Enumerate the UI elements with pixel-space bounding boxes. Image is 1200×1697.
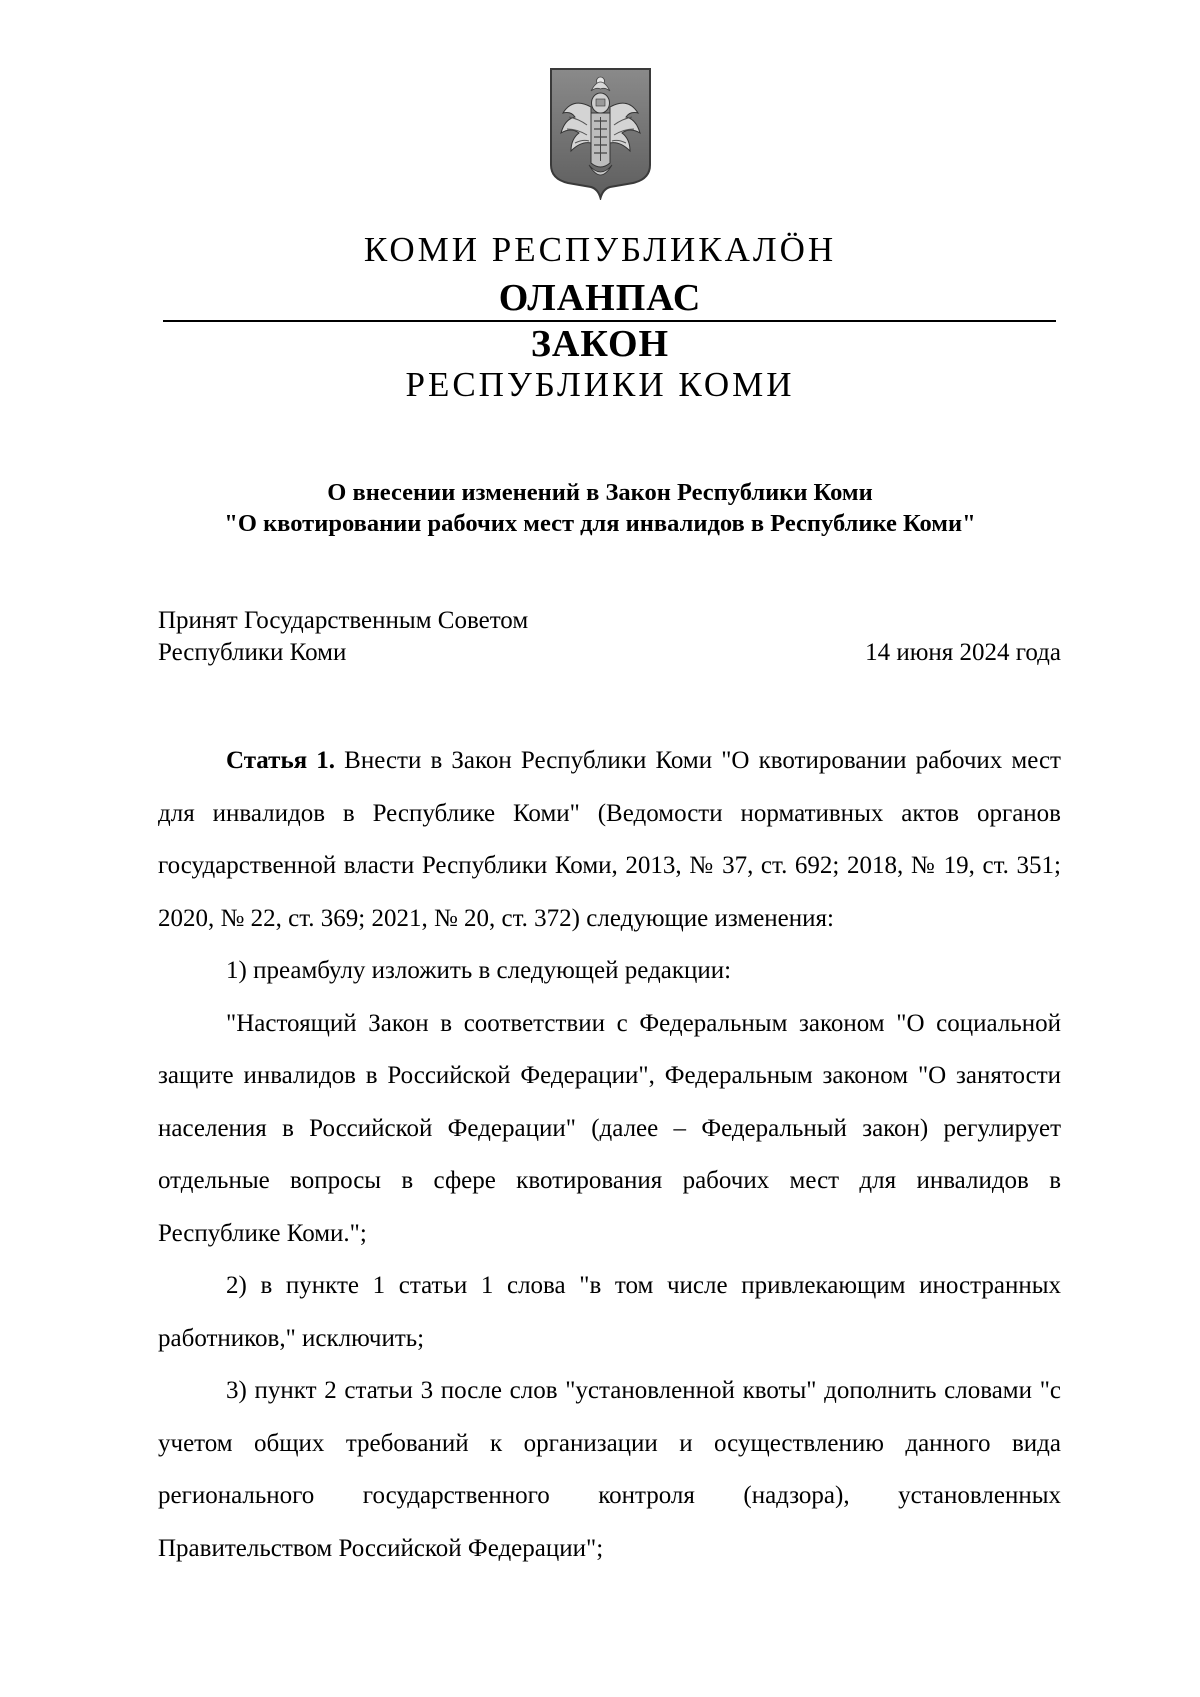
amendment-item-3: 3) пункт 2 статьи 3 после слов "установленной квоты" дополнить словами "с учетом общих требований к организации и осуществлению данного вида регионального государственного контроля (надзора), установленных Правительством Российской Федерации";	[158, 1377, 1061, 1562]
article-1-label: Статья 1.	[226, 747, 336, 774]
law-body	[158, 735, 1061, 1575]
amendment-item-1: 1) преамбулу изложить в следующей редакции:	[226, 957, 732, 984]
header-komi-name: КОМИ РЕСПУБЛИКАЛӦН	[363, 230, 837, 269]
preamble-quote: "Настоящий Закон в соответствии с Федеральным законом "О социальной защите инвалидов в Российской Федерации", Федеральным законом "О занятости населения в Российской Федерации" (далее – Федеральный закон) регулирует отдельные вопросы в сфере квотирования рабочих мест для инвалидов в Республике Коми.";	[158, 1009, 1061, 1247]
adoption-line-1: Принят Государственным Советом	[158, 607, 529, 634]
header-komi-law: ОЛАНПАС	[498, 277, 702, 319]
law-title-line-1: О внесении изменений в Закон Республики Коми	[327, 479, 873, 506]
header-ru-name: РЕСПУБЛИКИ КОМИ	[405, 365, 795, 404]
coat-of-arms-emblem	[549, 67, 652, 200]
adoption-line-2: Республики Коми	[158, 639, 347, 666]
law-title-line-2: "О квотировании рабочих мест для инвалидов в Республике Коми"	[224, 510, 976, 537]
article-1-paragraph	[158, 735, 1061, 945]
header-ru-law: ЗАКОН	[530, 323, 670, 365]
article-1-text: Внести в Закон Республики Коми "О квотировании рабочих мест для инвалидов в Республике Коми" (Ведомости нормативных актов органов государственной власти Республики Коми, 2013, № 37, ст. 692; 2018, № 19, ст. 351; 2020, № 22, ст. 369; 2021, № 20, ст. 372) следующие изменения:	[158, 747, 1061, 932]
amendment-item-2: 2) в пункте 1 статьи 1 слова "в том числе привлекающим иностранных работников," исключить;	[158, 1272, 1061, 1352]
adoption-date: 14 июня 2024 года	[865, 639, 1061, 666]
